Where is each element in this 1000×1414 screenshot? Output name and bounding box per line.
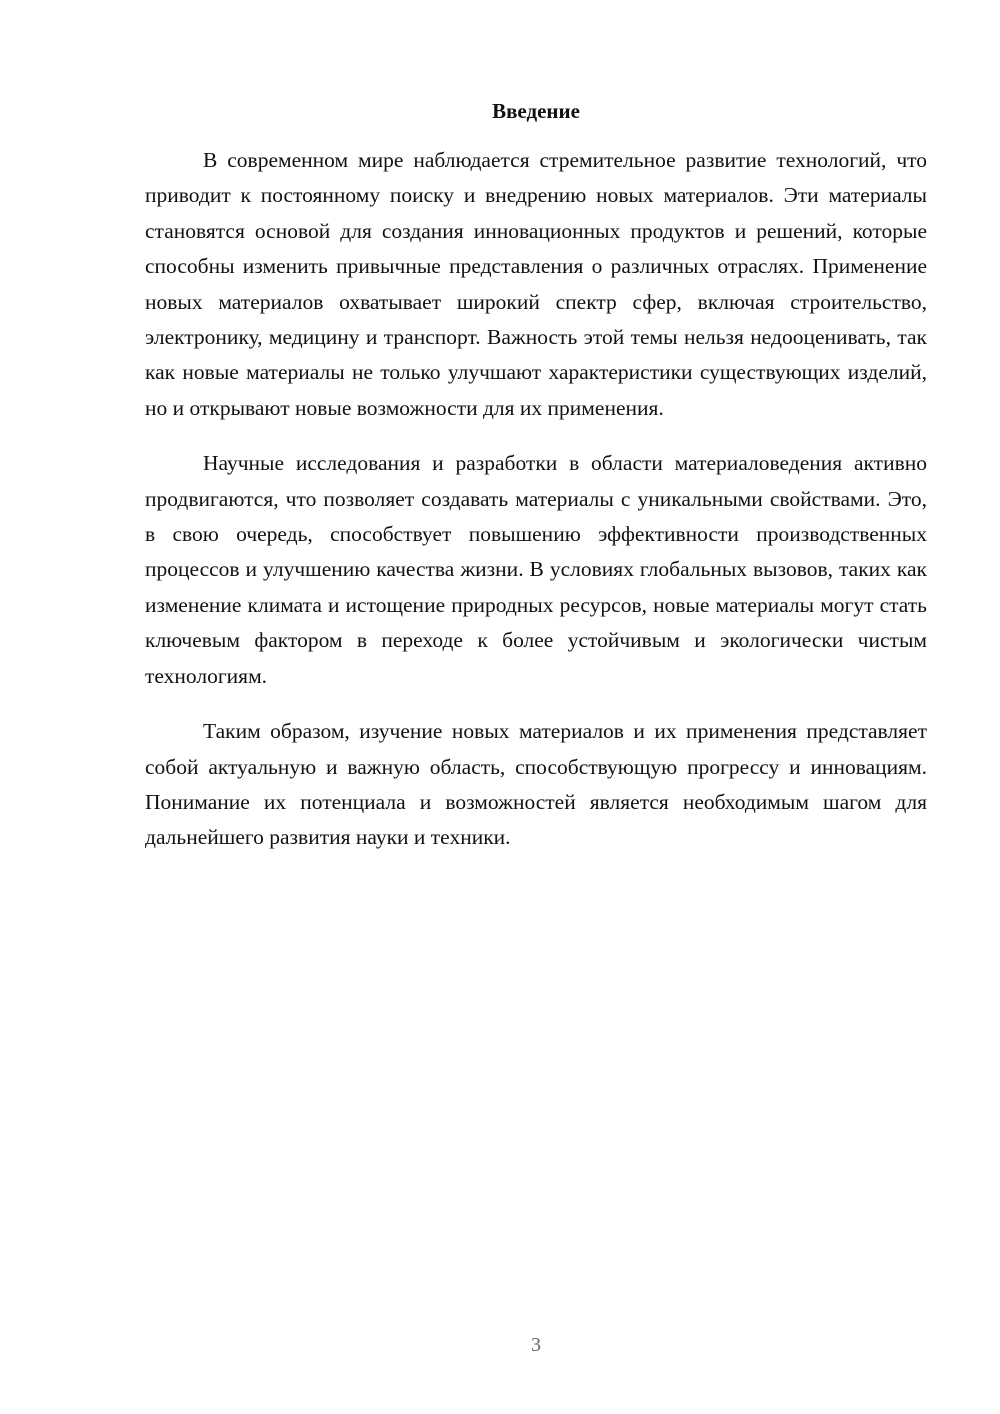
paragraph-3: Таким образом, изучение новых материалов и их применения представляет собой актуальную и важную область, способствующую прогрессу и инновациям. Понимание их потенциала и возможностей является необходимым шагом для дальнейшего развития науки и техники.	[145, 719, 927, 850]
page-number: 3	[531, 1334, 541, 1356]
page-title: Введение	[492, 99, 580, 123]
paragraph-2: Научные исследования и разработки в области материаловедения активно продвигаются, что позволяет создавать материалы с уникальными свойствами. Это, в свою очередь, способствует повышению эффективности производственных процессов и улучшению качества жизни. В условиях глобальных вызовов, таких как изменение климата и истощение природных ресурсов, новые материалы могут стать ключевым фактором в переходе к более устойчивым и экологически чистым технологиям.	[145, 451, 927, 688]
document-body	[145, 143, 927, 876]
paragraph-1: В современном мире наблюдается стремительное развитие технологий, что приводит к постоянному поиску и внедрению новых материалов. Эти материалы становятся основой для создания инновационных продуктов и решений, которые способны изменить привычные представления о различных отраслях. Применение новых материалов охватывает широкий спектр сфер, включая строительство, электронику, медицину и транспорт. Важность этой темы нельзя недооценивать, так как новые материалы не только улучшают характеристики существующих изделий, но и открывают новые возможности для их применения.	[145, 148, 927, 420]
